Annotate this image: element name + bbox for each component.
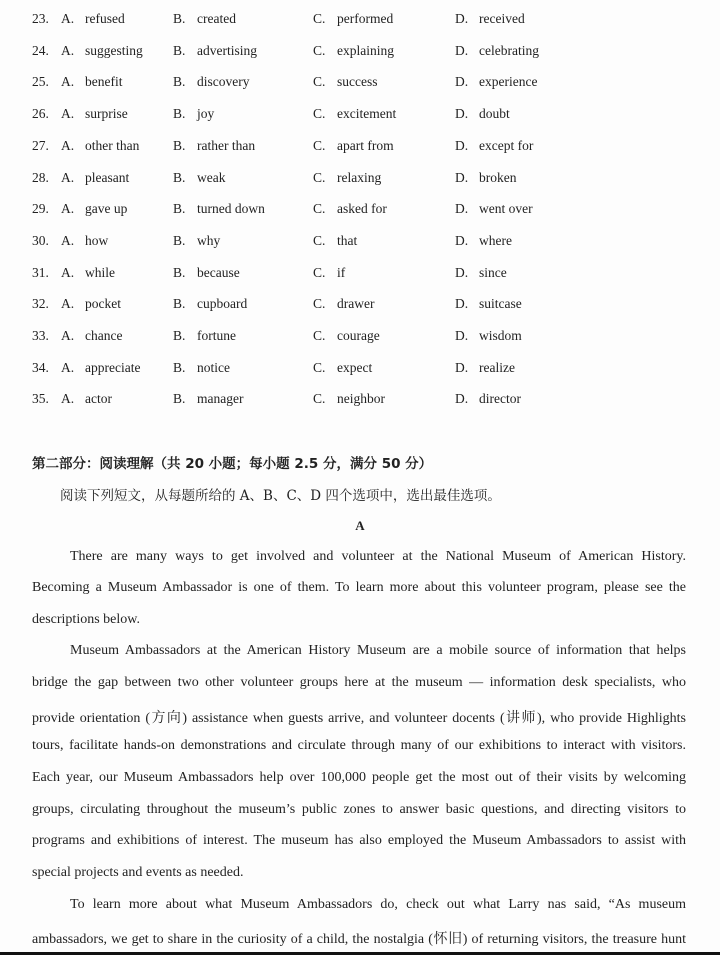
option-a: actor: [85, 391, 112, 407]
option-letter-d: D.: [455, 11, 469, 26]
option-letter-b: B.: [173, 232, 186, 248]
option-c: relaxing: [337, 169, 382, 185]
option-letter-c: C.: [313, 328, 326, 343]
question-row: [0, 328, 720, 348]
question-row: [0, 170, 720, 190]
option-letter-d: D.: [455, 137, 469, 153]
option-letter-a: A.: [61, 391, 75, 407]
passage-line: There are many ways to get involved and volunteer at the National Museum of American History.: [70, 549, 686, 564]
option-letter-b: B.: [173, 74, 186, 90]
option-letter-a: A.: [61, 106, 75, 122]
question-row: [0, 43, 720, 63]
option-c: success: [337, 74, 378, 90]
question-row: [0, 106, 720, 126]
option-letter-c: C.: [313, 359, 326, 375]
question-number: 28.: [32, 169, 49, 185]
option-letter-a: A.: [61, 359, 75, 375]
option-d: broken: [479, 169, 517, 185]
option-d: where: [479, 232, 512, 248]
option-letter-c: C.: [313, 11, 326, 26]
passage-line: programs and exhibitions of interest. The museum has also employed the Museum Ambassadors to assist with: [32, 833, 686, 848]
option-c: neighbor: [337, 391, 385, 407]
option-letter-b: B.: [173, 391, 186, 407]
question-number: 30.: [32, 232, 49, 248]
passage-line: special projects and events as needed.: [32, 865, 244, 880]
option-letter-d: D.: [455, 296, 469, 312]
option-letter-d: D.: [455, 42, 469, 58]
option-letter-a: A.: [61, 42, 75, 58]
question-row: [0, 11, 720, 31]
option-letter-c: C.: [313, 232, 326, 248]
instruction-text: 阅读下列短文，从每题所给的 A、B、C、D 四个选项中，选出最佳选项。: [60, 488, 501, 504]
option-d: wisdom: [479, 328, 522, 343]
option-letter-b: B.: [173, 169, 186, 185]
option-d: realize: [479, 359, 515, 375]
question-row: [0, 360, 720, 380]
passage-line: To learn more about what Museum Ambassadors do, check out what Larry nas said, “As museum: [70, 897, 686, 912]
option-letter-b: B.: [173, 359, 186, 375]
option-a: other than: [85, 137, 140, 153]
option-b: created: [197, 11, 236, 26]
option-a: pocket: [85, 296, 121, 312]
passage-line: ambassadors, we get to share in the curiosity of a child, the nostalgia (怀旧) of returning visitors, the treasure hunt: [32, 932, 686, 947]
question-row: [0, 265, 720, 285]
option-c: if: [337, 264, 346, 280]
question-row: [0, 138, 720, 158]
question-number: 29.: [32, 201, 49, 217]
passage-line: provide orientation (方向) assistance when guests arrive, and volunteer docents (讲师), who provide Highlights: [32, 711, 686, 726]
passage-line: Becoming a Museum Ambassador is one of them. To learn more about this volunteer program, please see the: [32, 580, 686, 595]
section-heading: 第二部分：阅读理解（共 20 小题；每小题 2.5 分，满分 50 分）: [32, 456, 433, 472]
option-c: asked for: [337, 201, 387, 217]
option-letter-d: D.: [455, 391, 469, 407]
option-b: notice: [197, 359, 230, 375]
option-b: because: [197, 264, 240, 280]
option-letter-a: A.: [61, 169, 75, 185]
option-letter-b: B.: [173, 296, 186, 312]
question-number: 31.: [32, 264, 49, 280]
question-number: 26.: [32, 106, 49, 122]
option-letter-a: A.: [61, 232, 75, 248]
passage-line: bridge the gap between two other volunteer groups here at the museum — information desk specialists, who: [32, 675, 686, 690]
option-a: pleasant: [85, 169, 130, 185]
passage-title: A: [355, 518, 365, 533]
option-a: gave up: [85, 201, 128, 217]
option-a: appreciate: [85, 359, 141, 375]
option-c: drawer: [337, 296, 375, 312]
option-d: went over: [479, 201, 533, 217]
option-a: benefit: [85, 74, 123, 90]
option-letter-a: A.: [61, 296, 75, 312]
option-c: excitement: [337, 106, 397, 122]
option-b: manager: [197, 391, 244, 407]
option-letter-a: A.: [61, 201, 75, 217]
option-letter-c: C.: [313, 169, 326, 185]
question-number: 34.: [32, 359, 49, 375]
option-b: cupboard: [197, 296, 248, 312]
passage-line: tours, facilitate hands-on demonstrations and circulate through many of our exhibitions to interact with visitors.: [32, 738, 686, 753]
option-letter-b: B.: [173, 106, 186, 122]
option-letter-d: D.: [455, 328, 469, 343]
question-number: 24.: [32, 42, 49, 58]
option-letter-a: A.: [61, 11, 75, 26]
option-b: discovery: [197, 74, 250, 90]
option-a: chance: [85, 328, 123, 343]
option-letter-a: A.: [61, 137, 75, 153]
option-letter-c: C.: [313, 137, 326, 153]
passage-line: groups, circulating throughout the museum’s public zones to answer basic questions, and directing visitors to: [32, 802, 686, 817]
question-row: [0, 233, 720, 253]
option-letter-d: D.: [455, 264, 469, 280]
option-d: director: [479, 391, 521, 407]
option-d: doubt: [479, 106, 510, 122]
option-letter-c: C.: [313, 391, 326, 407]
option-letter-b: B.: [173, 42, 186, 58]
option-c: courage: [337, 328, 380, 343]
passage-line: Each year, our Museum Ambassadors help over 100,000 people get the most out of their visits by welcoming: [32, 770, 686, 785]
option-a: surprise: [85, 106, 128, 122]
option-c: expect: [337, 359, 373, 375]
option-b: joy: [197, 106, 215, 122]
option-letter-a: A.: [61, 74, 75, 90]
question-row: [0, 391, 720, 411]
question-number: 25.: [32, 74, 49, 90]
option-b: why: [197, 232, 221, 248]
option-c: performed: [337, 11, 394, 26]
question-row: [0, 201, 720, 221]
option-a: suggesting: [85, 42, 143, 58]
question-number: 35.: [32, 391, 49, 407]
option-c: apart from: [337, 137, 394, 153]
option-letter-d: D.: [455, 359, 469, 375]
question-number: 33.: [32, 328, 49, 343]
option-c: that: [337, 232, 358, 248]
option-letter-b: B.: [173, 328, 186, 343]
option-a: how: [85, 232, 109, 248]
option-letter-d: D.: [455, 74, 469, 90]
option-d: except for: [479, 137, 534, 153]
option-letter-b: B.: [173, 11, 186, 26]
option-letter-c: C.: [313, 106, 326, 122]
option-letter-c: C.: [313, 201, 326, 217]
option-d: suitcase: [479, 296, 522, 312]
option-letter-c: C.: [313, 296, 326, 312]
option-a: refused: [85, 11, 125, 26]
option-letter-d: D.: [455, 201, 469, 217]
option-b: fortune: [197, 328, 236, 343]
option-d: experience: [479, 74, 538, 90]
option-letter-b: B.: [173, 201, 186, 217]
option-letter-b: B.: [173, 137, 186, 153]
option-d: received: [479, 11, 525, 26]
question-number: 32.: [32, 296, 49, 312]
option-b: weak: [197, 169, 226, 185]
option-b: rather than: [197, 137, 256, 153]
option-b: advertising: [197, 42, 257, 58]
question-row: [0, 74, 720, 94]
question-row: [0, 296, 720, 316]
question-number: 27.: [32, 137, 49, 153]
option-letter-c: C.: [313, 264, 326, 280]
option-d: celebrating: [479, 42, 539, 58]
option-letter-a: A.: [61, 264, 75, 280]
passage-line: descriptions below.: [32, 612, 140, 627]
option-b: turned down: [197, 201, 265, 217]
question-number: 23.: [32, 11, 49, 26]
option-letter-b: B.: [173, 264, 186, 280]
option-letter-c: C.: [313, 42, 326, 58]
option-d: since: [479, 264, 507, 280]
option-c: explaining: [337, 42, 394, 58]
option-letter-a: A.: [61, 328, 75, 343]
option-letter-d: D.: [455, 169, 469, 185]
option-letter-c: C.: [313, 74, 326, 90]
passage-line: Museum Ambassadors at the American History Museum are a mobile source of information that helps: [70, 643, 686, 658]
option-letter-d: D.: [455, 106, 469, 122]
option-letter-d: D.: [455, 232, 469, 248]
option-a: while: [85, 264, 115, 280]
